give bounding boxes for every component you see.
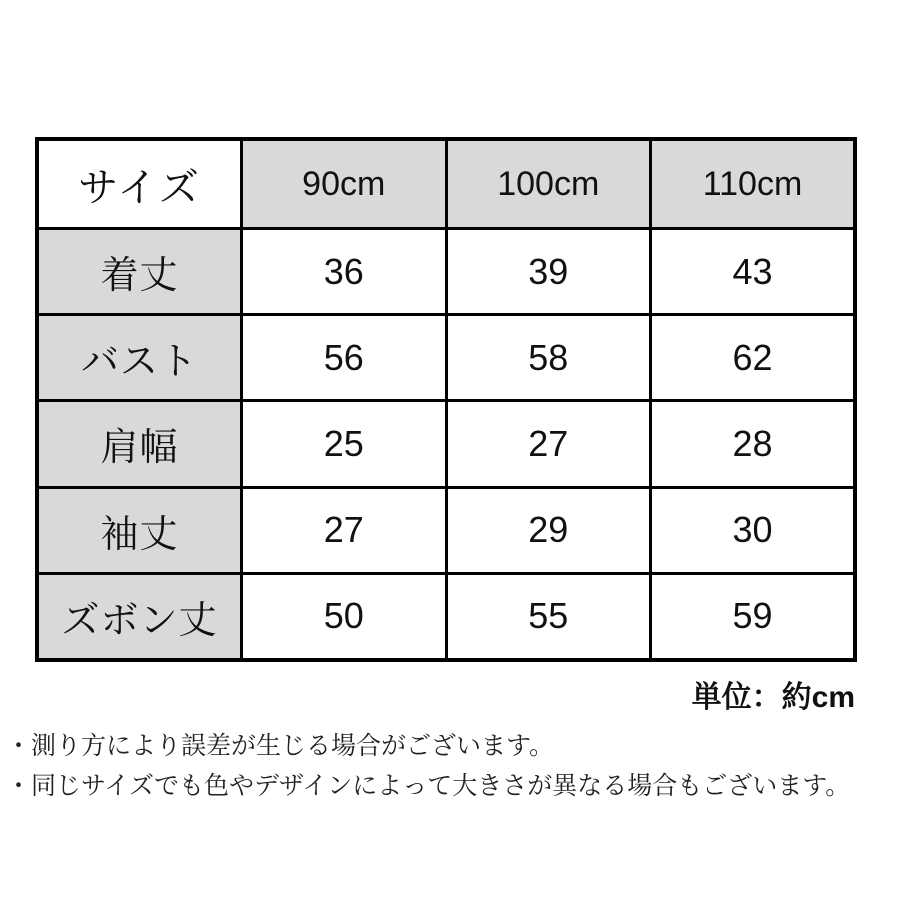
table-row-pants	[37, 573, 855, 660]
row-label-bust: バスト	[37, 315, 242, 401]
cell-value: 36	[242, 229, 447, 315]
corner-header-size: サイズ	[37, 139, 242, 229]
table-row-bust	[37, 315, 855, 401]
table-row-length	[37, 229, 855, 315]
cell-value: 25	[242, 401, 447, 487]
unit-note: 単位：約cm	[691, 681, 855, 714]
column-header-110cm: 110cm	[651, 139, 856, 229]
cell-value: 27	[242, 487, 447, 573]
column-header-100cm: 100cm	[446, 139, 651, 229]
column-header-90cm: 90cm	[242, 139, 447, 229]
row-label-sleeve: 袖丈	[37, 487, 242, 573]
header-row	[37, 139, 855, 229]
cell-value: 27	[446, 401, 651, 487]
footnote-size-variation: ・同じサイズでも色やデザインによって大きさが異なる場合もございます。	[6, 772, 851, 800]
cell-value: 28	[651, 401, 856, 487]
cell-value: 50	[242, 573, 447, 660]
cell-value: 56	[242, 315, 447, 401]
size-table	[35, 137, 857, 662]
cell-value: 43	[651, 229, 856, 315]
footnote-measurement-error: ・測り方により誤差が生じる場合がございます。	[6, 732, 555, 760]
footnotes	[6, 726, 900, 806]
row-label-shoulder: 肩幅	[37, 401, 242, 487]
table-row-sleeve	[37, 487, 855, 573]
cell-value: 30	[651, 487, 856, 573]
cell-value: 29	[446, 487, 651, 573]
cell-value: 55	[446, 573, 651, 660]
cell-value: 39	[446, 229, 651, 315]
cell-value: 62	[651, 315, 856, 401]
table-row-shoulder	[37, 401, 855, 487]
cell-value: 59	[651, 573, 856, 660]
row-label-pants: ズボン丈	[37, 573, 242, 660]
row-label-length: 着丈	[37, 229, 242, 315]
cell-value: 58	[446, 315, 651, 401]
